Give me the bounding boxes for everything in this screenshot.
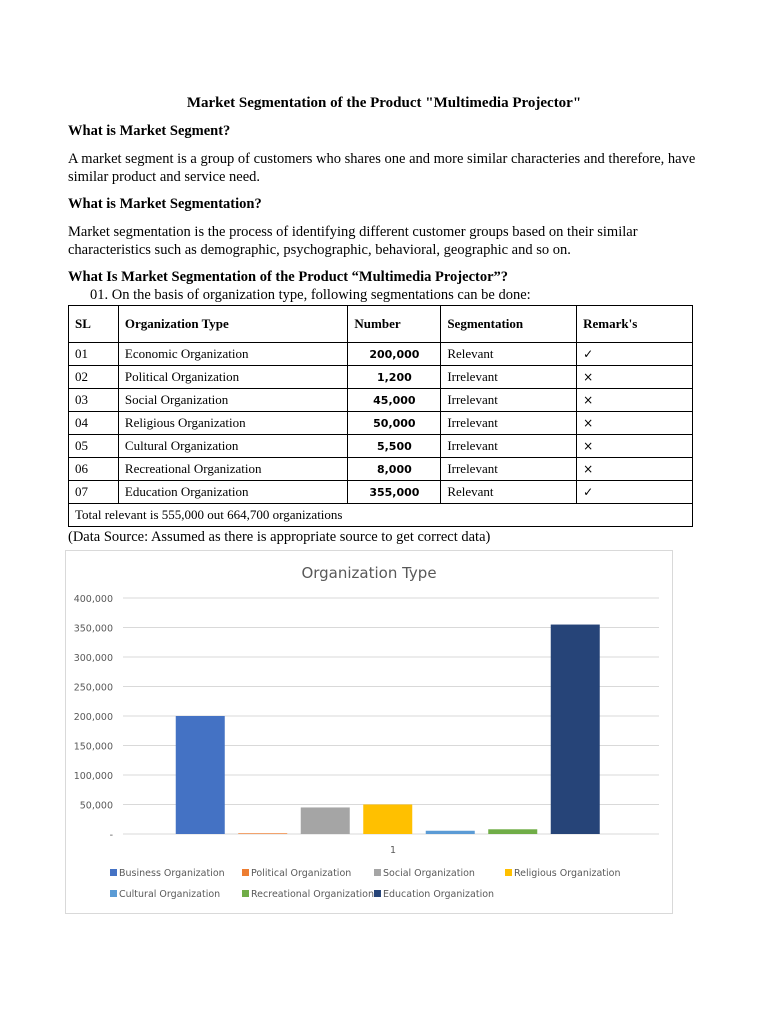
product-segmentation-heading: What Is Market Segmentation of the Product “Multimedia Projector”? <box>68 269 509 285</box>
cell-sl: 03 <box>69 389 119 412</box>
cell-number: 50,000 <box>348 412 441 435</box>
y-tick-label: 300,000 <box>73 653 113 664</box>
cell-type: Religious Organization <box>118 412 348 435</box>
cell-number: 5,500 <box>348 435 441 458</box>
cell-segmentation: Irrelevant <box>441 412 577 435</box>
market-segment-paragraph: A market segment is a group of customers who shares one and more similar characteries and therefore, have similar product and service need. <box>68 151 696 185</box>
cell-segmentation: Irrelevant <box>441 389 577 412</box>
cell-type: Economic Organization <box>118 343 348 366</box>
cell-segmentation: Relevant <box>441 481 577 504</box>
y-tick-label: 400,000 <box>73 594 113 605</box>
cross-icon: × <box>577 458 693 481</box>
market-segment-heading: What is Market Segment? <box>68 123 231 139</box>
table-row <box>69 435 693 458</box>
market-segmentation-paragraph: Market segmentation is the process of identifying different customer groups based on their similar characteristics such as demographic, psychographic, behavioral, geographic and so on. <box>68 224 638 258</box>
cell-segmentation: Irrelevant <box>441 366 577 389</box>
cross-icon: × <box>577 389 693 412</box>
x-tick-label: 1 <box>389 845 397 856</box>
y-tick-label: 350,000 <box>73 623 113 635</box>
cell-type: Education Organization <box>118 481 348 504</box>
y-tick-label: 150,000 <box>73 741 113 753</box>
y-tick-label: 100,000 <box>73 771 113 782</box>
bar <box>363 805 412 835</box>
header-sl: SL <box>69 306 119 343</box>
y-tick-label: 250,000 <box>73 682 113 694</box>
check-icon: ✓ <box>577 343 693 366</box>
cell-type: Recreational Organization <box>118 458 348 481</box>
cell-sl: 07 <box>69 481 119 504</box>
cross-icon: × <box>577 366 693 389</box>
data-source-note: (Data Source: Assumed as there is appropriate source to get correct data) <box>68 529 491 545</box>
cell-sl: 04 <box>69 412 119 435</box>
bar <box>551 625 600 834</box>
legend-swatch <box>374 890 381 897</box>
y-tick-label: 200,000 <box>73 712 113 723</box>
legend-swatch <box>242 890 249 897</box>
legend-label: Business Organization <box>119 868 225 879</box>
cell-sl: 02 <box>69 366 119 389</box>
table-row <box>69 481 693 504</box>
legend-swatch <box>505 869 512 876</box>
cell-segmentation: Irrelevant <box>441 458 577 481</box>
header-segmentation: Segmentation <box>441 306 577 343</box>
table-row <box>69 343 693 366</box>
bar <box>238 833 287 834</box>
table-row <box>69 412 693 435</box>
header-organization-type: Organization Type <box>118 306 348 343</box>
table-total-row <box>69 504 693 527</box>
cell-type: Cultural Organization <box>118 435 348 458</box>
cell-number: 8,000 <box>348 458 441 481</box>
basis-line: 01. On the basis of organization type, following segmentations can be done: <box>90 287 531 303</box>
cell-sl: 01 <box>69 343 119 366</box>
cross-icon: × <box>577 412 693 435</box>
cell-number: 200,000 <box>348 343 441 366</box>
cross-icon: × <box>577 435 693 458</box>
y-tick-label: 50,000 <box>79 800 113 812</box>
cell-segmentation: Relevant <box>441 343 577 366</box>
cell-segmentation: Irrelevant <box>441 435 577 458</box>
cell-number: 355,000 <box>348 481 441 504</box>
legend-label: Recreational Organization <box>251 889 375 900</box>
market-segmentation-heading: What is Market Segmentation? <box>68 196 262 212</box>
table-row <box>69 458 693 481</box>
page-title: Market Segmentation of the Product "Multimedia Projector" <box>186 95 582 111</box>
bar <box>426 831 475 834</box>
cell-number: 45,000 <box>348 389 441 412</box>
cell-type: Social Organization <box>118 389 348 412</box>
table-header-row <box>69 306 693 343</box>
cell-sl: 05 <box>69 435 119 458</box>
table-row <box>69 389 693 412</box>
y-tick-label: - <box>109 830 113 841</box>
header-number: Number <box>348 306 441 343</box>
legend-label: Religious Organization <box>514 868 621 879</box>
legend-swatch <box>242 869 249 876</box>
legend-label: Cultural Organization <box>119 889 221 900</box>
legend-label: Political Organization <box>251 868 352 879</box>
check-icon: ✓ <box>577 481 693 504</box>
cell-sl: 06 <box>69 458 119 481</box>
legend-label: Social Organization <box>383 868 475 879</box>
legend-label: Education Organization <box>383 889 495 900</box>
legend-swatch <box>374 869 381 876</box>
bar <box>488 829 537 834</box>
segmentation-table <box>68 305 693 527</box>
bar <box>301 807 350 834</box>
legend-swatch <box>110 890 117 897</box>
chart-title: Organization Type <box>301 564 437 582</box>
chart-canvas <box>66 551 672 913</box>
table-row <box>69 366 693 389</box>
bar <box>176 716 225 834</box>
header-remarks: Remark's <box>577 306 693 343</box>
legend-swatch <box>110 869 117 876</box>
organization-type-chart <box>65 550 673 914</box>
cell-type: Political Organization <box>118 366 348 389</box>
table-total: Total relevant is 555,000 out 664,700 organizations <box>69 504 693 527</box>
cell-number: 1,200 <box>348 366 441 389</box>
